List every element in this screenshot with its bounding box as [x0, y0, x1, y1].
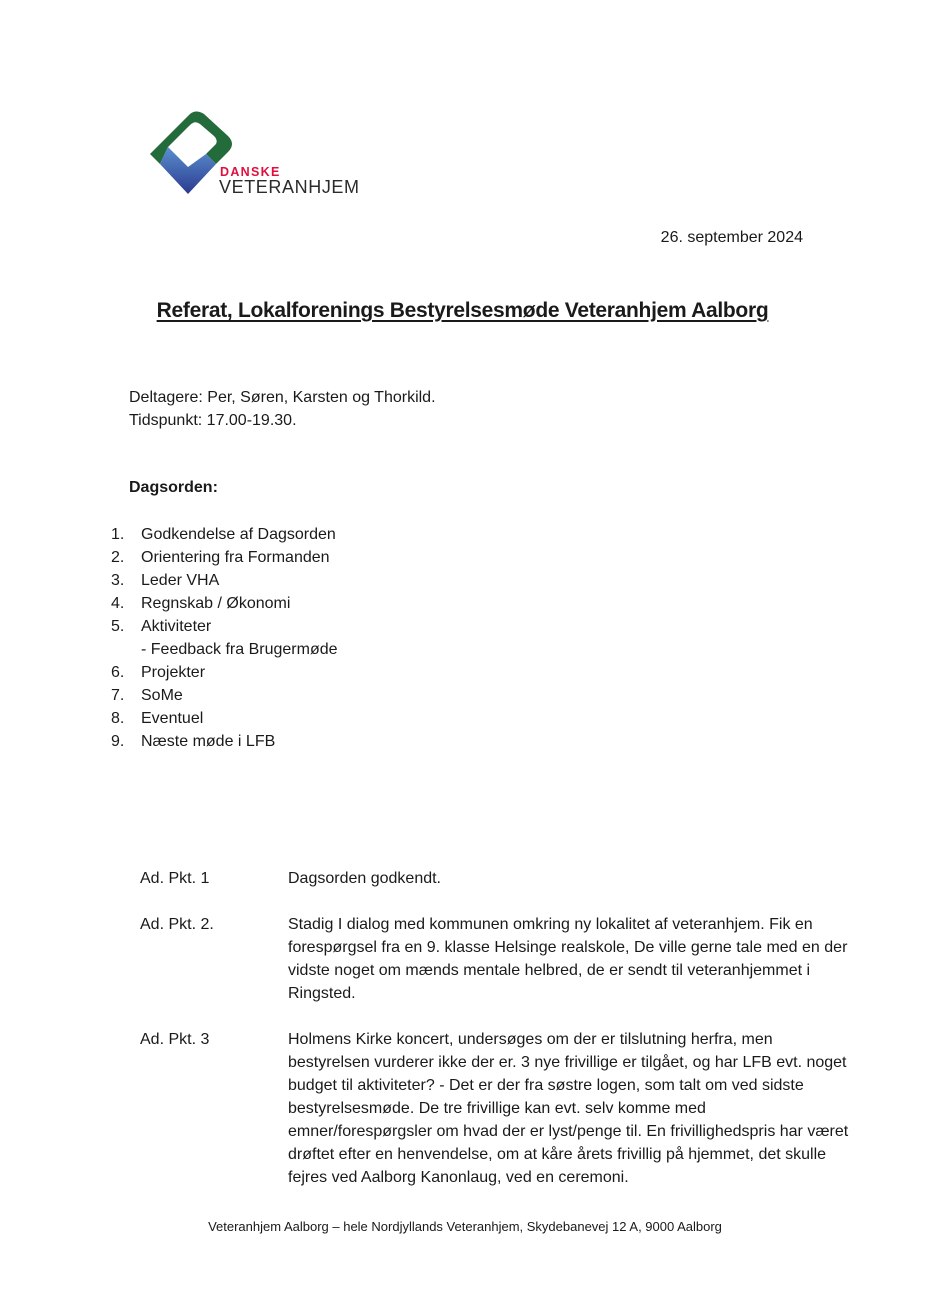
agenda-item: [111, 546, 338, 569]
agenda-item: [111, 661, 338, 684]
agenda-item: [111, 684, 338, 707]
organization-logo: [148, 110, 368, 202]
minutes-section: [140, 867, 860, 1212]
minute-entry: [140, 867, 860, 890]
meeting-meta: [129, 386, 436, 432]
agenda-item: [111, 730, 338, 753]
page-footer: Veteranhjem Aalborg – hele Nordjyllands Veteranhjem, Skydebanevej 12 A, 9000 Aalborg: [208, 1219, 722, 1234]
agenda-subitem: [111, 638, 338, 661]
agenda-number: 2.: [111, 549, 125, 566]
minute-label: Ad. Pkt. 1: [140, 870, 210, 887]
meeting-time: Tidspunkt: 17.00-19.30.: [129, 412, 297, 429]
agenda-label: Aktiviteter: [141, 618, 212, 635]
agenda-number: 8.: [111, 710, 125, 727]
agenda-item: [111, 523, 338, 546]
agenda-label: Godkendelse af Dagsorden: [141, 526, 336, 543]
document-date: 26. september 2024: [660, 229, 803, 246]
minute-text: Dagsorden godkendt.: [288, 870, 441, 887]
agenda-list: [111, 523, 338, 753]
logo-text-danske: DANSKE: [220, 165, 281, 179]
agenda-label: Regnskab / Økonomi: [141, 595, 291, 612]
agenda-number: 7.: [111, 687, 125, 704]
agenda-label: Projekter: [141, 664, 206, 681]
agenda-number: 4.: [111, 595, 125, 612]
minute-label: Ad. Pkt. 2.: [140, 916, 214, 933]
minute-label: Ad. Pkt. 3: [140, 1031, 210, 1048]
agenda-sublabel: - Feedback fra Brugermøde: [141, 641, 338, 658]
agenda-label: Eventuel: [141, 710, 204, 727]
agenda-number: 5.: [111, 618, 125, 635]
agenda-number: 6.: [111, 664, 125, 681]
agenda-number: 9.: [111, 733, 125, 750]
agenda-item: [111, 569, 338, 592]
agenda-number: 1.: [111, 526, 125, 543]
agenda-number: 3.: [111, 572, 125, 589]
agenda-item: [111, 615, 338, 638]
document-title: Referat, Lokalforenings Bestyrelsesmøde Veteranhjem Aalborg: [156, 299, 769, 322]
agenda-item: [111, 707, 338, 730]
logo-text-veteranhjem: VETERANHJEM: [219, 177, 360, 197]
minute-entry: [140, 1028, 860, 1189]
agenda-label: Næste møde i LFB: [141, 733, 276, 750]
agenda-item: [111, 592, 338, 615]
agenda-label: SoMe: [141, 687, 183, 704]
minute-text: Stadig I dialog med kommunen omkring ny lokalitet af veteranhjem. Fik en forespørgsel fra en 9. klasse Helsinge realskole, De ville gerne tale med en der vidste noget om mænds mentale helbred, de er sendt til veteranhjemmet i Ringsted.: [288, 916, 848, 1002]
minute-entry: [140, 913, 860, 1005]
minute-text: Holmens Kirke koncert, undersøges om der er tilslutning herfra, men bestyrelsen vurderer ikke der er. 3 nye frivillige er tilgået, og har LFB evt. noget budget til aktiviteter? - Det er der fra søstre logen, som talt om ved sidste bestyrelsesmøde. De tre frivillige kan evt. selv komme med emner/forespørgsler om hvad der er lyst/penge til. En frivillighedspris har været drøftet efter en henvendelse, om at kåre årets frivillig på hjemmet, det skulle fejres ved Aalborg Kanonlaug, ved en ceremoni.: [288, 1031, 849, 1186]
agenda-heading: Dagsorden:: [129, 479, 218, 496]
agenda-label: Leder VHA: [141, 572, 220, 589]
participants: Deltagere: Per, Søren, Karsten og Thorkild.: [129, 389, 436, 406]
agenda-label: Orientering fra Formanden: [141, 549, 330, 566]
